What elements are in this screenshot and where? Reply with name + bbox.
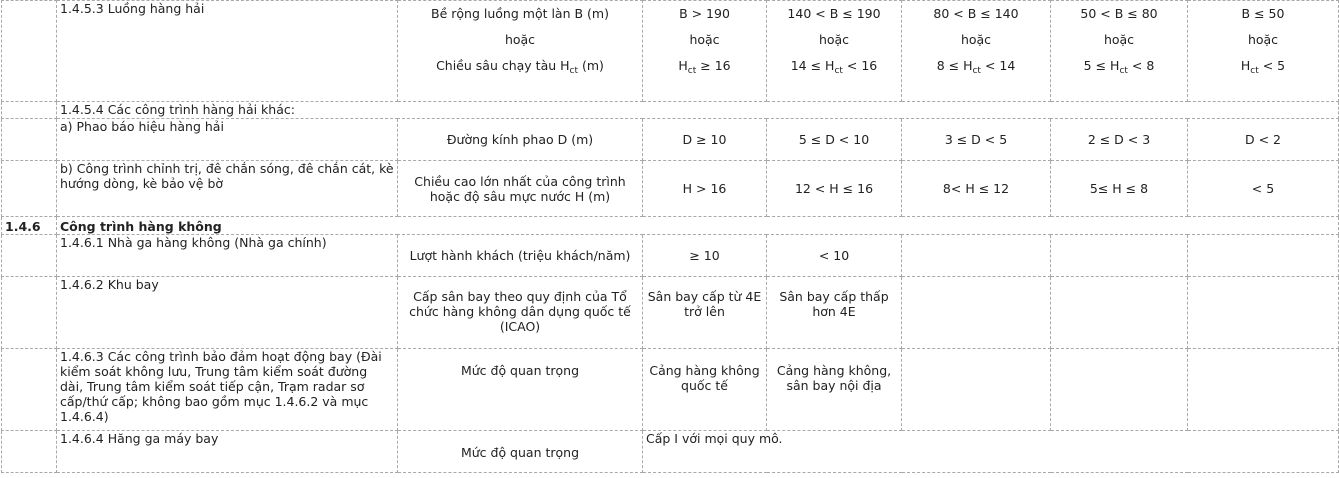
- row-label: b) Công trình chỉnh trị, đê chắn sóng, đê chắn cát, kè hướng dòng, kè bảo vệ bờ: [57, 161, 398, 217]
- criteria-cell: Bề rộng luồng một làn B (m) hoặc Chiều sâu chạy tàu $H_{ct}$ (m): [398, 1, 643, 102]
- value-cell: Cấp I với mọi quy mô.: [643, 431, 1339, 473]
- value-cell: 2 ≤ D < 3: [1051, 119, 1188, 161]
- criteria-cell: Cấp sân bay theo quy định của Tổ chức hàng không dân dụng quốc tế (ICAO): [398, 277, 643, 349]
- empty-cell: [1051, 277, 1188, 349]
- section-title: Công trình hàng không: [57, 217, 1339, 235]
- number-cell: [2, 1, 57, 102]
- number-cell: [2, 102, 57, 119]
- row-label: 1.4.6.3 Các công trình bảo đảm hoạt động bay (Đài kiểm soát không lưu, Trung tâm kiểm soát đường dài, Trung tâm kiểm soát tiếp cận, Trạm radar sơ cấp/thứ cấp; không bao gồm mục 1.4.6.2 và mục 1.4.6.4): [57, 349, 398, 431]
- value-cell: 5 ≤ D < 10: [767, 119, 902, 161]
- value-cell: 50 < B ≤ 80 hoặc $5 \le H_{ct} < 8$: [1051, 1, 1188, 102]
- table-row: [2, 119, 1339, 161]
- row-label: 1.4.6.2 Khu bay: [57, 277, 398, 349]
- row-label: 1.4.5.3 Luồng hàng hải: [57, 1, 398, 102]
- number-cell: [2, 119, 57, 161]
- value-cell: ≥ 10: [643, 235, 767, 277]
- number-cell: [2, 235, 57, 277]
- value-cell: < 10: [767, 235, 902, 277]
- table-row: [2, 431, 1339, 473]
- value-cell: 3 ≤ D < 5: [902, 119, 1051, 161]
- empty-cell: [902, 235, 1051, 277]
- empty-cell: [1188, 235, 1339, 277]
- value-cell: 5≤ H ≤ 8: [1051, 161, 1188, 217]
- empty-cell: [902, 277, 1051, 349]
- criteria-cell: Mức độ quan trọng: [398, 431, 643, 473]
- value-cell: 8< H ≤ 12: [902, 161, 1051, 217]
- table-row: [2, 349, 1339, 431]
- value-cell: 80 < B ≤ 140 hoặc $8 \le H_{ct} < 14$: [902, 1, 1051, 102]
- empty-cell: [902, 349, 1051, 431]
- classification-table: [1, 0, 1339, 473]
- empty-cell: [1188, 277, 1339, 349]
- row-label: 1.4.6.1 Nhà ga hàng không (Nhà ga chính): [57, 235, 398, 277]
- number-cell: [2, 277, 57, 349]
- empty-cell: [1188, 349, 1339, 431]
- table-row: [2, 161, 1339, 217]
- empty-cell: [1051, 235, 1188, 277]
- section-header-row: [2, 217, 1339, 235]
- value-cell: 140 < B ≤ 190 hoặc $14 \le H_{ct} < 16$: [767, 1, 902, 102]
- criteria-cell: Mức độ quan trọng: [398, 349, 643, 431]
- group-label: 1.4.5.4 Các công trình hàng hải khác:: [57, 102, 1339, 119]
- value-cell: B > 190 hoặc $H_{ct} \ge 16$: [643, 1, 767, 102]
- criteria-cell: Đường kính phao D (m): [398, 119, 643, 161]
- value-cell: D < 2: [1188, 119, 1339, 161]
- criteria-cell: Lượt hành khách (triệu khách/năm): [398, 235, 643, 277]
- value-cell: B ≤ 50 hoặc $H_{ct} < 5$: [1188, 1, 1339, 102]
- number-cell: [2, 431, 57, 473]
- number-cell: [2, 349, 57, 431]
- row-label: a) Phao báo hiệu hàng hải: [57, 119, 398, 161]
- number-cell: [2, 161, 57, 217]
- row-label: 1.4.6.4 Hăng ga máy bay: [57, 431, 398, 473]
- section-number: 1.4.6: [2, 217, 57, 235]
- value-cell: Cảng hàng không quốc tế: [643, 349, 767, 431]
- value-cell: D ≥ 10: [643, 119, 767, 161]
- table-row: [2, 235, 1339, 277]
- value-cell: < 5: [1188, 161, 1339, 217]
- value-cell: H > 16: [643, 161, 767, 217]
- criteria-cell: Chiều cao lớn nhất của công trình hoặc độ sâu mực nước H (m): [398, 161, 643, 217]
- value-cell: Sân bay cấp thấp hơn 4E: [767, 277, 902, 349]
- empty-cell: [1051, 349, 1188, 431]
- value-cell: Sân bay cấp từ 4E trở lên: [643, 277, 767, 349]
- table-row: [2, 102, 1339, 119]
- table-row: [2, 1, 1339, 102]
- value-cell: 12 < H ≤ 16: [767, 161, 902, 217]
- table-row: [2, 277, 1339, 349]
- value-cell: Cảng hàng không, sân bay nội địa: [767, 349, 902, 431]
